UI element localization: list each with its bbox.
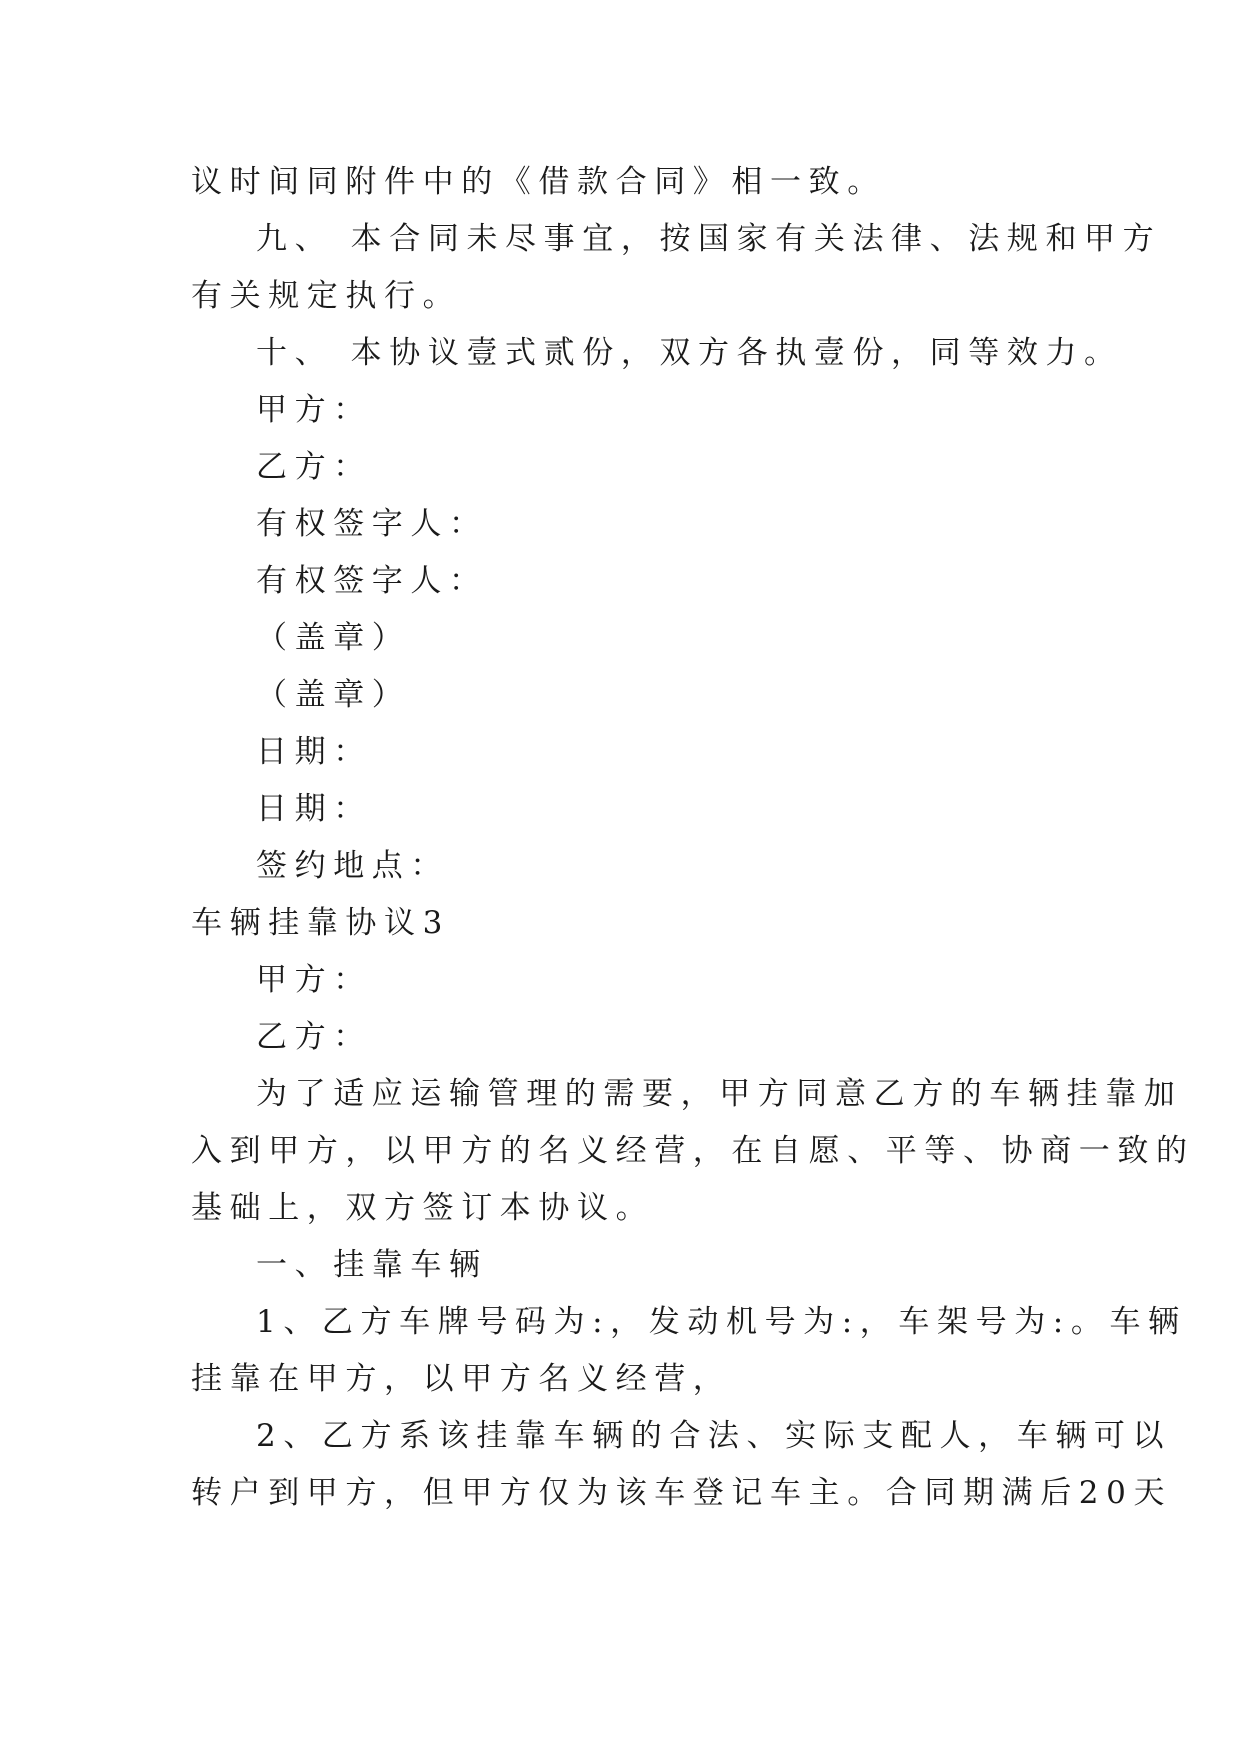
clause-9: 九、 本合同未尽事宜，按国家有关法律、法规和甲方 [256,221,1162,257]
date-label: 日期： [256,791,372,827]
paragraph-line: 入到甲方，以甲方的名义经营，在自愿、平等、协商一致的 [191,1133,1195,1169]
paragraph-line: 为了适应运输管理的需要，甲方同意乙方的车辆挂靠加 [256,1076,1183,1112]
section-title: 车辆挂靠协议3 [191,905,450,941]
party-b-label: 乙方： [256,1019,372,1055]
clause-10: 十、 本协议壹式贰份，双方各执壹份，同等效力。 [256,335,1123,371]
heading-1: 一、挂靠车辆 [256,1247,488,1283]
party-a-label: 甲方： [256,962,372,998]
paragraph-line: 基础上，双方签订本协议。 [191,1190,655,1226]
text-line: 议时间同附件中的《借款合同》相一致。 [191,164,886,200]
signatory-label: 有权签字人： [256,506,488,542]
signing-place-label: 签约地点： [256,848,449,884]
text-line: 有关规定执行。 [191,278,462,314]
date-label: 日期： [256,734,372,770]
party-b-label: 乙方： [256,449,372,485]
seal-label: （盖章） [256,677,411,713]
item-2: 2、乙方系该挂靠车辆的合法、实际支配人，车辆可以 [256,1418,1172,1454]
seal-label: （盖章） [256,620,411,656]
party-a-label: 甲方： [256,392,372,428]
paragraph-line: 挂靠在甲方，以甲方名义经营， [191,1361,732,1397]
paragraph-line: 转户到甲方，但甲方仅为该车登记车主。合同期满后20天 [191,1475,1173,1511]
signatory-label: 有权签字人： [256,563,488,599]
item-1: 1、乙方车牌号码为:，发动机号为:，车架号为:。车辆 [256,1304,1187,1340]
